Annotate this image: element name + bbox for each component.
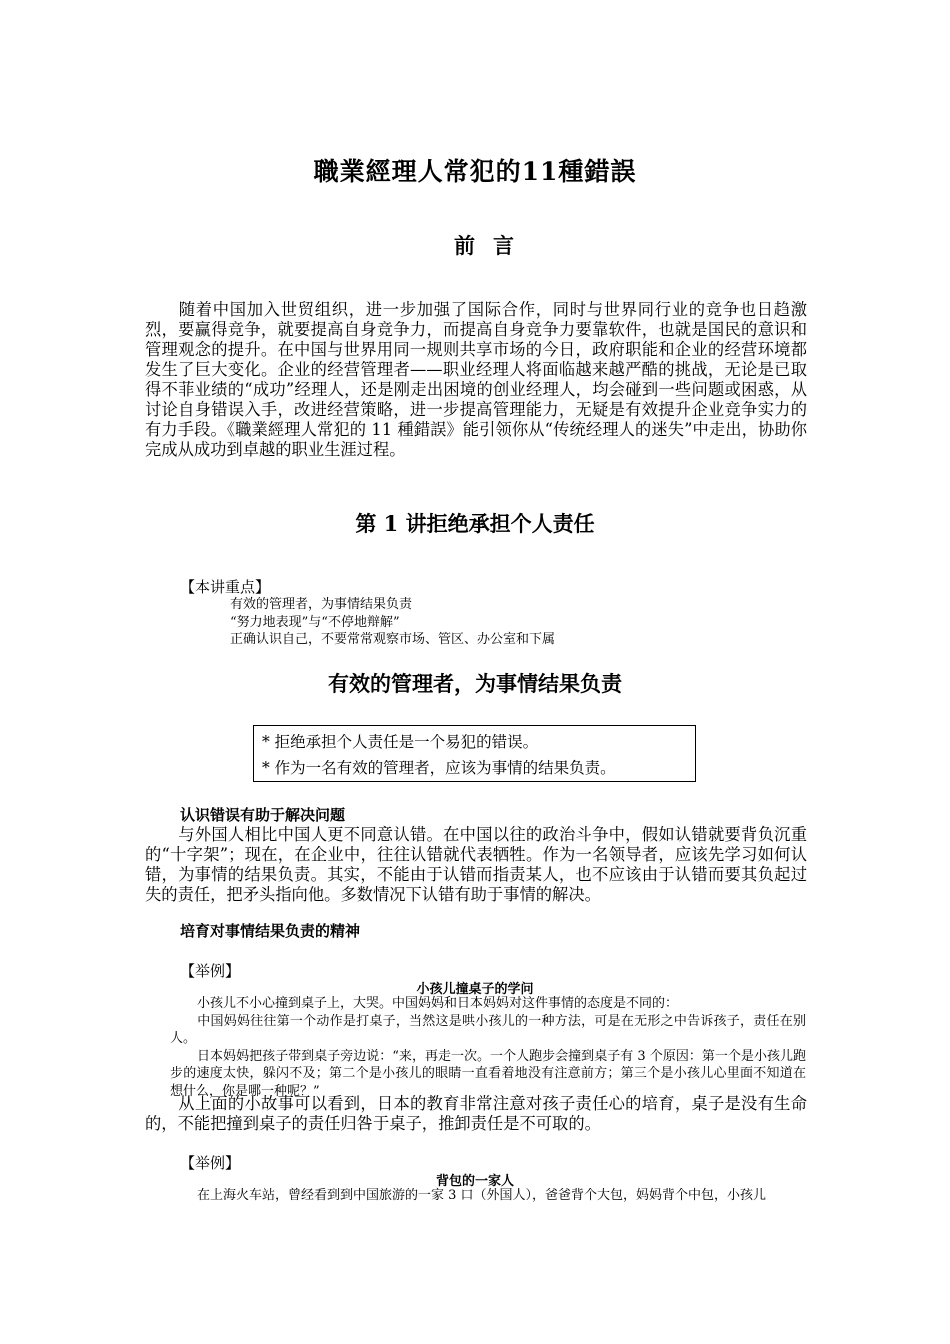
key-point-item: 正确认识自己，不要常常观察市场、管区、办公室和下属: [230, 632, 556, 647]
section-title: 有效的管理者，为事情结果负责: [328, 671, 622, 696]
key-points-list: [230, 596, 555, 649]
document-title: 職業經理人常犯的11種錯誤: [313, 157, 637, 186]
story-line: 在上海火车站，曾经看到到中国旅游的一家 3 口（外国人），爸爸背个大包，妈妈背个中包，小孩儿: [197, 1188, 767, 1203]
story-line: 小孩儿不小心撞到桌子上，大哭。中国妈妈和日本妈妈对这件事情的态度是不同的：: [197, 996, 679, 1011]
story-body: [170, 995, 806, 1100]
key-points-label: 【本讲重点】: [180, 578, 271, 596]
paragraph-text: 从上面的小故事可以看到，日本的教育非常注意对孩子责任心的培育，桌子是没有生命的，不能把撞到桌子的责任归咎于桌子，推卸责任是不可取的。: [145, 1094, 807, 1133]
paragraph-text: 与外国人相比中国人更不同意认错。在中国以往的政治斗争中，假如认错就要背负沉重的“十字架”；现在，在企业中，往往认错就代表牺牲。作为一名领导者，应该先学习如何认错，为事情的结果负责。其实，不能由于认错而指责某人，也不应该由于认错而要其负起过失的责任，把矛头指向他。多数情况下认错有助于事情的解决。: [145, 825, 807, 904]
summary-box: [253, 725, 696, 782]
paragraph-admit-errors: [145, 825, 807, 905]
subheading-admit-errors: 认识错误有助于解决问题: [180, 806, 346, 824]
story-line: 日本妈妈把孩子带到桌子旁边说：“来，再走一次。一个人跑步会撞到桌子有 3 个原因：第一个是小孩儿跑步的速度太快，躲闪不及；第二个是小孩儿的眼睛一直看着地没有注意前方；第三个是小孩儿心里面不知道在想什么，你是哪一种呢？”: [170, 1048, 806, 1099]
key-point-item: “努力地表现”与“不停地辩解”: [230, 614, 400, 630]
summary-line: * 拒绝承担个人责任是一个易犯的错误。: [262, 733, 539, 751]
subheading-responsibility: 培育对事情结果负责的精神: [180, 922, 361, 940]
key-point-item: 有效的管理者，为事情结果负责: [230, 597, 413, 612]
example-label: 【举例】: [180, 962, 241, 980]
story-title: 小孩儿撞桌子的学问: [416, 982, 534, 997]
preface-paragraph: [145, 300, 807, 460]
preface-title: 前言: [454, 233, 532, 258]
story-line: 中国妈妈往往第一个动作是打桌子，当然这是哄小孩儿的一种方法，可是在无形之中告诉孩子，责任在别人。: [170, 1013, 806, 1046]
example-label: 【举例】: [180, 1154, 241, 1172]
summary-line: * 作为一名有效的管理者，应该为事情的结果负责。: [262, 759, 616, 777]
story-title: 背包的一家人: [435, 1174, 514, 1189]
preface-text: 随着中国加入世贸组织，进一步加强了国际合作，同时与世界同行业的竞争也日趋激烈，要赢得竞争，就要提高自身竞争力，而提高自身竞争力要靠软件，也就是国民的意识和管理观念的提升。在中国与世界用同一规则共享市场的今日，政府职能和企业的经营环境都发生了巨大变化。企业的经营管理者——职业经理人将面临越来越严酷的挑战，无论是已取得不菲业绩的“成功”经理人，还是刚走出困境的创业经理人，均会碰到一些问题或困惑，从讨论自身错误入手，改进经营策略，进一步提高管理能力，无疑是有效提升企业竞争实力的有力手段。《職業經理人常犯的 11 種錯誤》能引领你从“传统经理人的迷失”中走出，协助你完成从成功到卓越的职业生涯过程。: [145, 300, 807, 459]
lecture-title: 第 1 讲拒绝承担个人责任: [355, 511, 595, 536]
story-body: [170, 1187, 806, 1205]
paragraph-story-lesson: [145, 1094, 807, 1134]
